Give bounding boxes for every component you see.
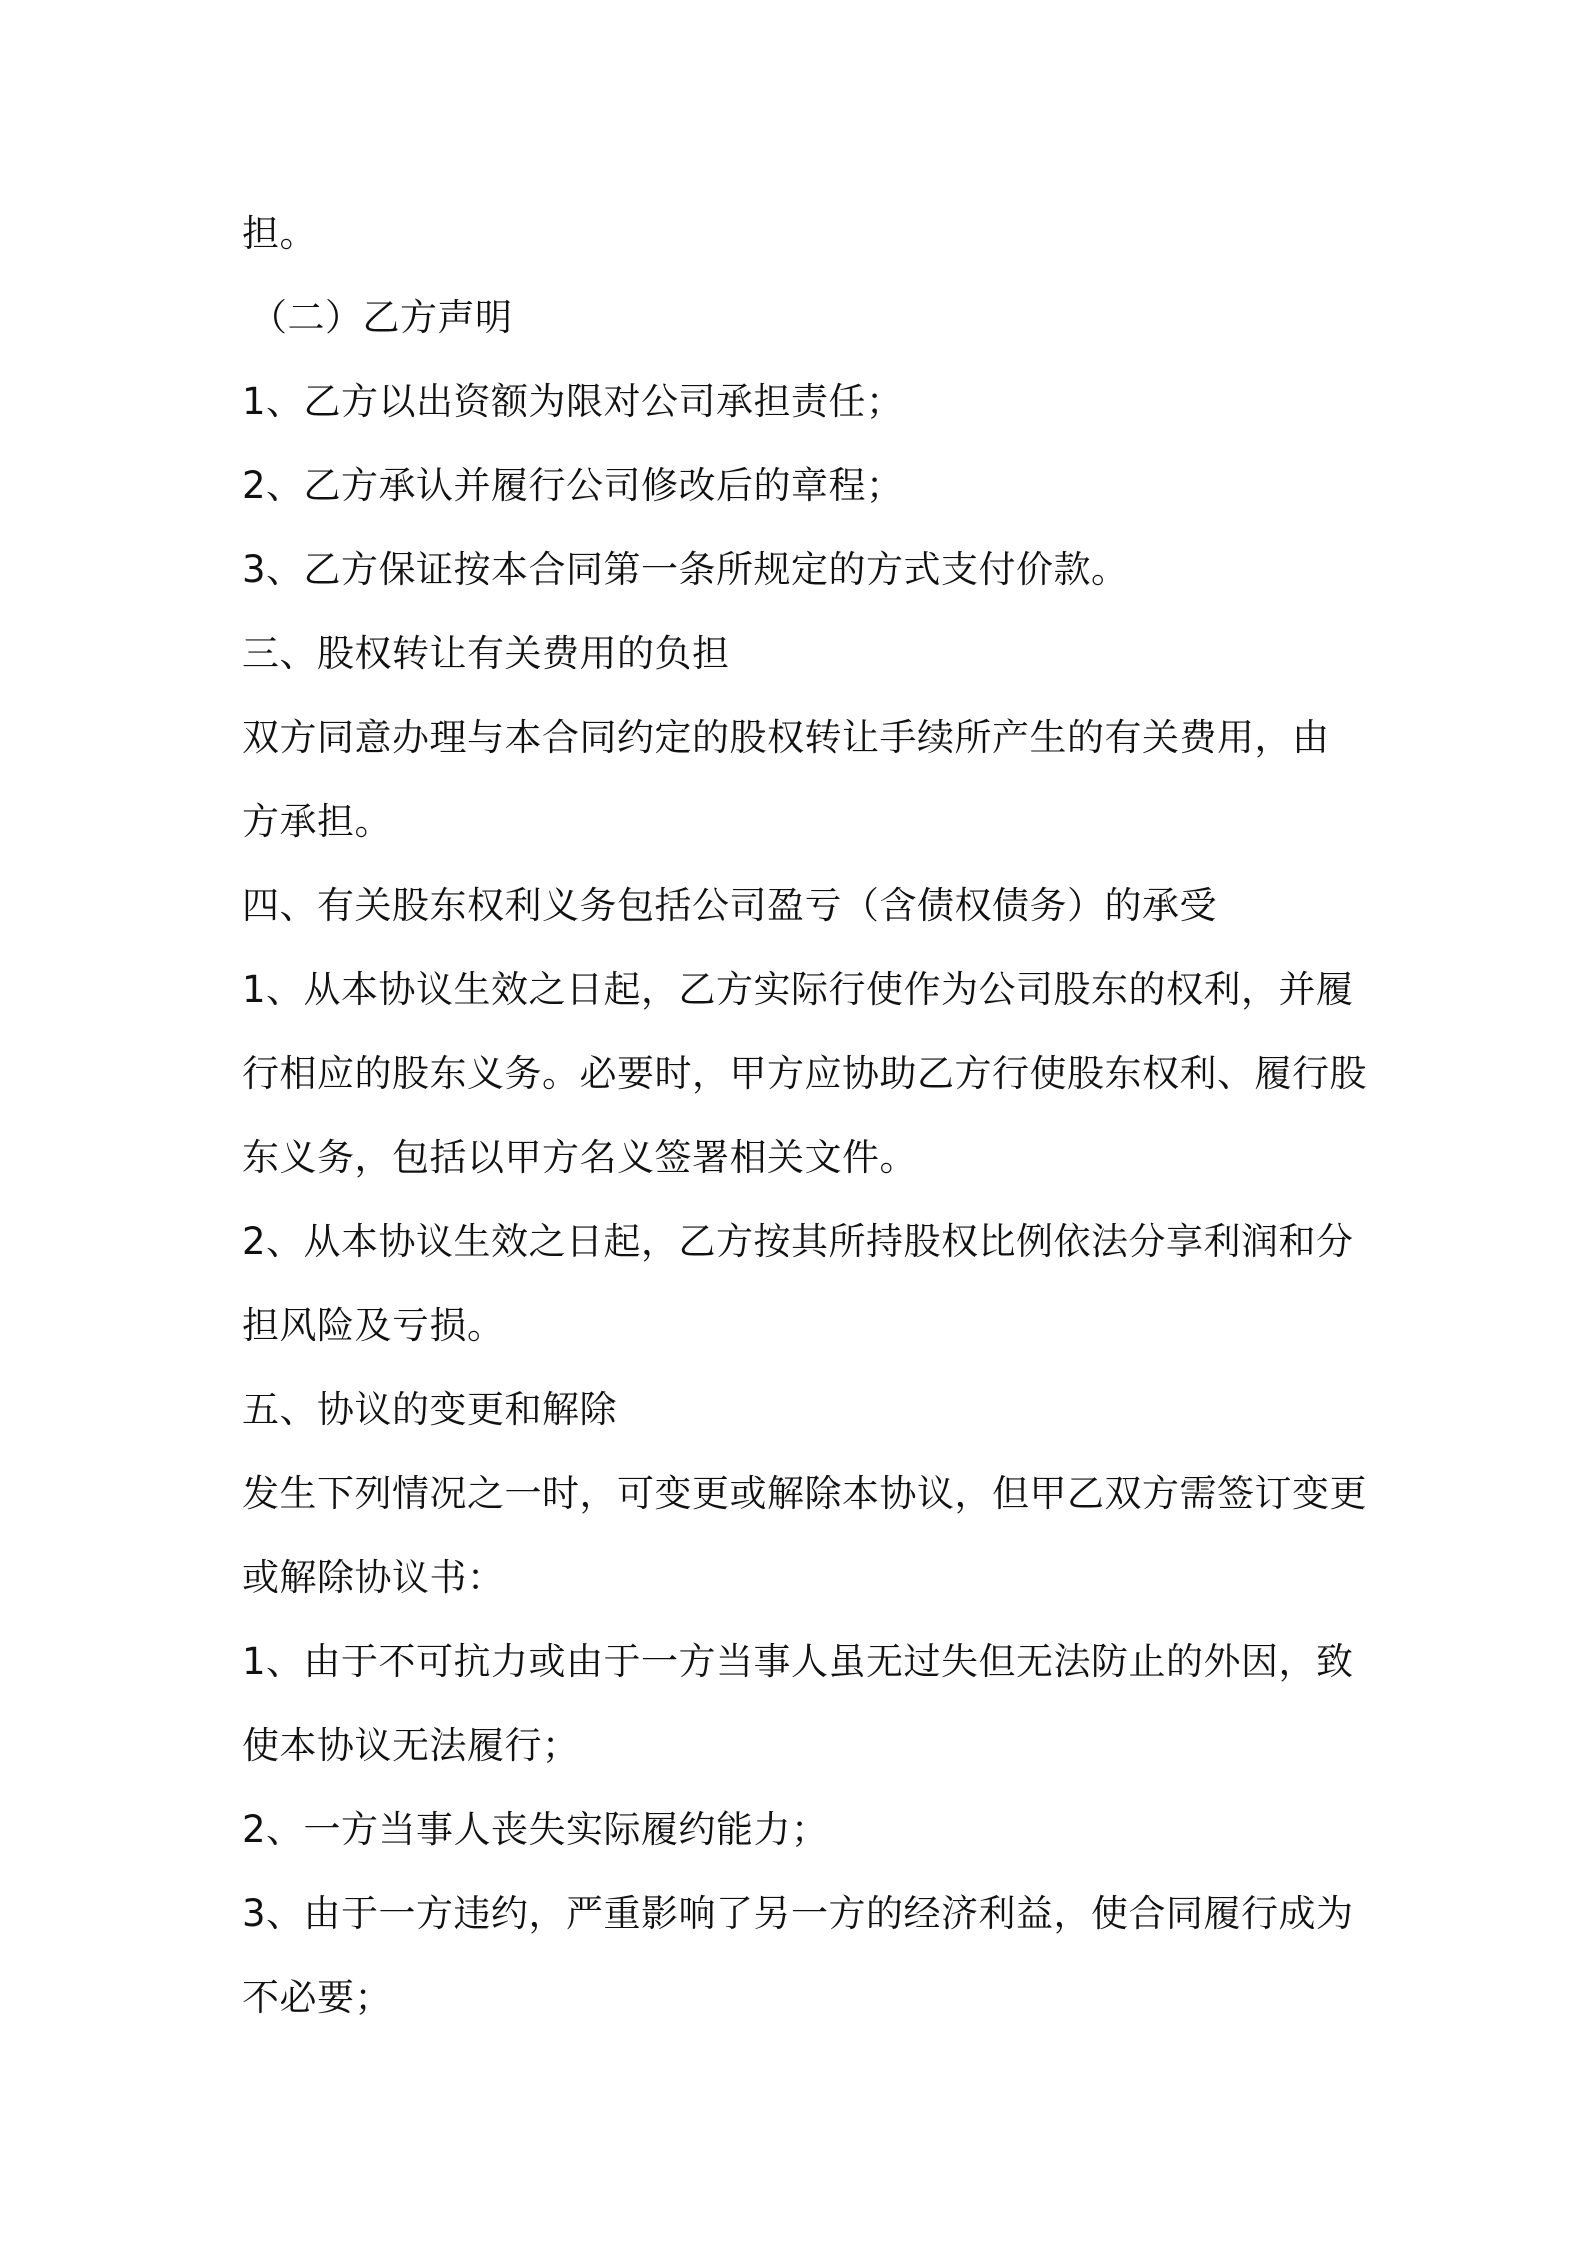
- list-item: 1、由于不可抗力或由于一方当事人虽无过失但无法防止的外因，致: [242, 1640, 1354, 1683]
- section-heading: 四、有关股东权利义务包括公司盈亏（含债权债务）的承受: [242, 884, 1217, 927]
- text-line: 东义务，包括以甲方名义签署相关文件。: [242, 1136, 917, 1179]
- list-item: 2、乙方承认并履行公司修改后的章程；: [242, 464, 904, 507]
- section-heading: （二）乙方声明: [250, 296, 513, 339]
- text-line: 担。: [242, 212, 317, 255]
- text-line: 发生下列情况之一时，可变更或解除本协议，但甲乙双方需签订变更: [242, 1472, 1367, 1515]
- section-heading: 三、股权转让有关费用的负担: [242, 632, 730, 675]
- text-line: 或解除协议书：: [242, 1556, 505, 1599]
- text-line: 担风险及亏损。: [242, 1304, 505, 1347]
- list-item: 2、一方当事人丧失实际履约能力；: [242, 1808, 829, 1851]
- text-line: 行相应的股东义务。必要时，甲方应协助乙方行使股东权利、履行股: [242, 1052, 1367, 1095]
- text-line: 方承担。: [242, 800, 392, 843]
- text-line: 双方同意办理与本合同约定的股权转让手续所产生的有关费用，由: [242, 716, 1330, 759]
- list-item: 3、乙方保证按本合同第一条所规定的方式支付价款。: [242, 548, 1129, 591]
- section-heading: 五、协议的变更和解除: [242, 1388, 617, 1431]
- text-line: 使本协议无法履行；: [242, 1724, 580, 1767]
- document-body: [242, 192, 1367, 2040]
- list-item: 1、从本协议生效之日起，乙方实际行使作为公司股东的权利，并履: [242, 968, 1354, 1011]
- list-item: 3、由于一方违约，严重影响了另一方的经济利益，使合同履行成为: [242, 1892, 1354, 1935]
- list-item: 1、乙方以出资额为限对公司承担责任；: [242, 380, 904, 423]
- list-item: 2、从本协议生效之日起，乙方按其所持股权比例依法分享利润和分: [242, 1220, 1354, 1263]
- text-line: 不必要；: [242, 1976, 392, 2019]
